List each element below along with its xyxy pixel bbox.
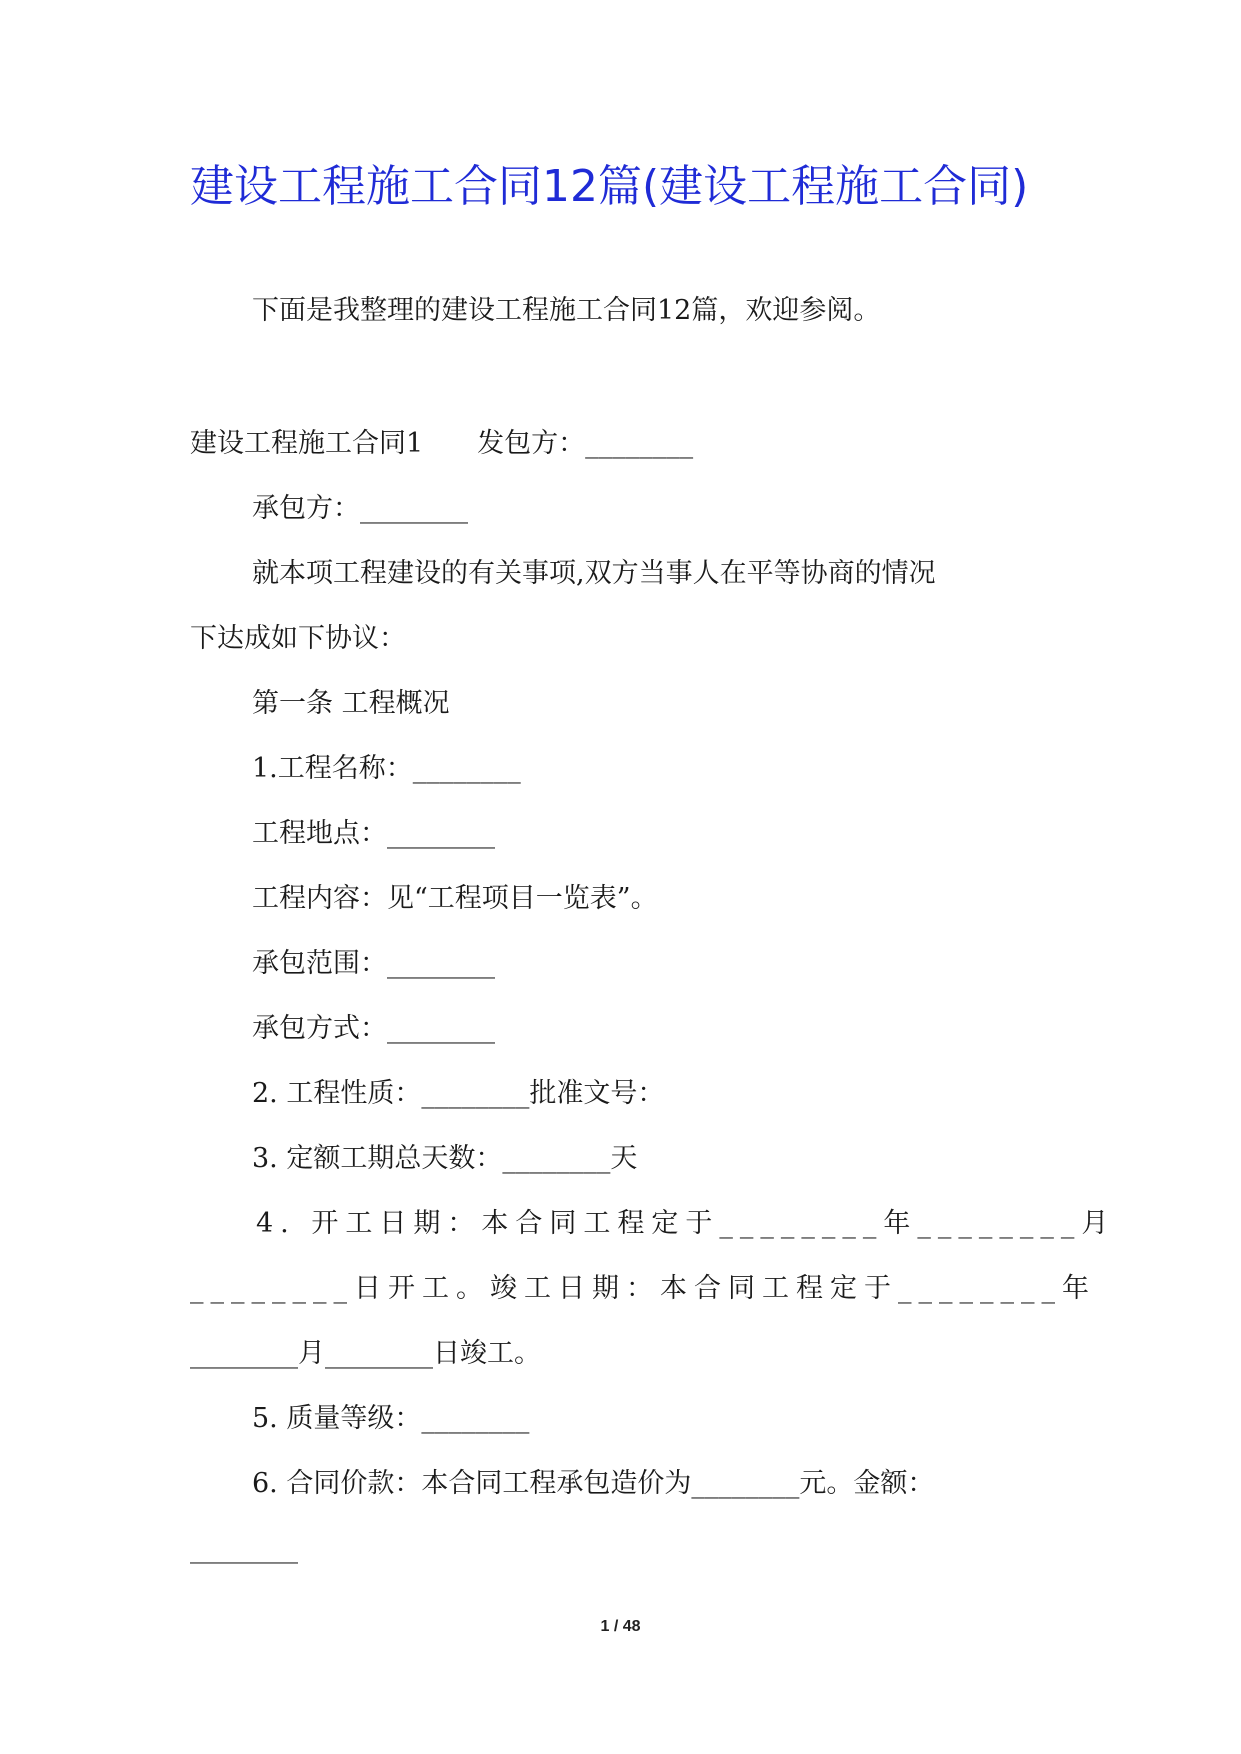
contract-method-line: 承包方式：________ <box>252 1013 495 1044</box>
intro-paragraph: 下面是我整理的建设工程施工合同12篇，欢迎参阅。 <box>252 295 881 326</box>
dates-line-3: ________月________日竣工。 <box>190 1338 541 1369</box>
agreement-paragraph-cont: 下达成如下协议： <box>190 623 406 654</box>
contract-heading-line: 建设工程施工合同1 发包方：________ <box>190 428 694 459</box>
duration-line: 3. 定额工期总天数：________天 <box>252 1143 638 1174</box>
contract-price-line: 6. 合同价款：本合同工程承包造价为________元。金额： <box>252 1468 935 1499</box>
project-name-line: 1.工程名称：________ <box>252 753 521 784</box>
quality-grade-line: 5. 质量等级：________ <box>252 1403 530 1434</box>
dates-line-2: ________日开工。竣工日期：本合同工程定于________年 <box>190 1273 1096 1304</box>
amount-blank-line: ________ <box>190 1533 298 1564</box>
project-content-line: 工程内容：见“工程项目一览表”。 <box>252 883 658 914</box>
article-one-heading: 第一条 工程概况 <box>252 688 450 719</box>
page-indicator: 1 / 48 <box>600 1618 641 1635</box>
document-title: 建设工程施工合同12篇(建设工程施工合同) <box>190 161 1029 212</box>
project-location-line: 工程地点：________ <box>252 818 495 849</box>
project-nature-line: 2. 工程性质：________批准文号： <box>252 1078 665 1109</box>
contract-scope-line: 承包范围：________ <box>252 948 495 979</box>
dates-line-1: 4. 开工日期：本合同工程定于________年________月 <box>256 1208 1116 1239</box>
contractor-line: 承包方：________ <box>252 493 468 524</box>
agreement-paragraph: 就本项工程建设的有关事项,双方当事人在平等协商的情况 <box>252 558 936 589</box>
